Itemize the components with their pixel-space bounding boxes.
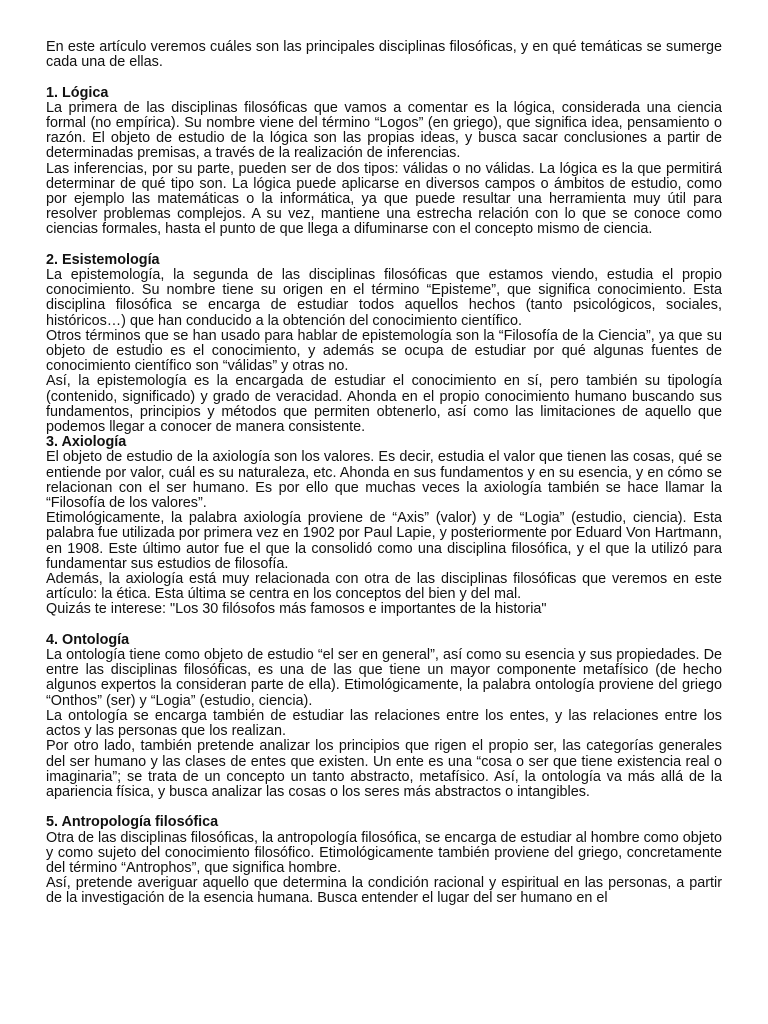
spacer — [46, 70, 722, 85]
paragraph: Etimológicamente, la palabra axiología proviene de “Axis” (valor) y de “Logia” (estudio, ciencia). Esta palabra fue utilizada por primera vez en 1902 por Paul Lapie, y posteriormente por Eduard Von Hartmann, en 1908. Este último autor fue el que la consolidó como una disciplina filosófica, y el que la utilizó para fundamentar sus estudios de filosofía. — [46, 510, 722, 572]
spacer — [46, 238, 722, 253]
paragraph: La epistemología, la segunda de las disciplinas filosóficas que estamos viendo, estudia el propio conocimiento. Su nombre tiene su origen en el término “Episteme”, que significa conocimiento. Esta disciplina filosófica se encarga de estudiar todos aquellos hechos (tanto psicológicos, sociales, históricos…) que han conducido a la obtención del conocimiento científico. — [46, 267, 722, 329]
spacer — [46, 800, 722, 815]
section-heading-axiologia: 3. Axiología — [46, 434, 127, 451]
intro-paragraph: En este artículo veremos cuáles son las principales disciplinas filosóficas, y en qué temáticas se sumerge cada una de ellas. — [46, 39, 722, 71]
paragraph: Por otro lado, también pretende analizar los principios que rigen el propio ser, las categorías generales del ser humano y las clases de entes que existen. Un ente es una “cosa o ser que tiene existencia real o imaginaria”; se trata de un concepto un tanto abstracto, metafísico. Así, la ontología va más allá de la apariencia física, y busca analizar las cosas o los seres más abstractos o intangibles. — [46, 738, 722, 800]
paragraph: Otros términos que se han usado para hablar de epistemología son la “Filosofía de la Ciencia”, ya que su objeto de estudio es el conocimiento, y además se ocupa de estudiar por qué algunas fuentes de conocimiento científico son “válidas” y otras no. — [46, 327, 722, 375]
paragraph: Las inferencias, por su parte, pueden ser de dos tipos: válidas o no válidas. La lógica es la que permitirá determinar de qué tipo son. La lógica puede aplicarse en diversos campos o ámbitos de estudio, como por ejemplo las matemáticas o la informática, ya que puede resultar una herramienta muy útil para resolver problemas complejos. A su vez, mantiene una estrecha relación con lo que se conoce como ciencias formales, hasta el punto de que llega a difuminarse con el concepto mismo de ciencia. — [46, 160, 722, 238]
section-heading-antropologia: 5. Antropología filosófica — [46, 814, 219, 831]
paragraph: La primera de las disciplinas filosóficas que vamos a comentar es la lógica, considerada una ciencia formal (no empírica). Su nombre viene del término “Logos” (en griego), que significa idea, pensamiento o razón. El objeto de estudio de la lógica son las propias ideas, y busca sacar conclusiones a partir de determinadas premisas, a través de la realización de inferencias. — [46, 99, 722, 162]
paragraph: Así, la epistemología es la encargada de estudiar el conocimiento en sí, pero también su tipología (contenido, significado) y grado de veracidad. Ahonda en el propio conocimiento humano buscando sus fundamentos, principios y métodos que permiten obtenerlo, así como las limitaciones de aquello que podemos llegar a conocer de manera consistente. — [46, 373, 722, 436]
paragraph: La ontología se encarga también de estudiar las relaciones entre los entes, y las relaciones entre los actos y las personas que los realizan. — [46, 707, 722, 740]
document-page — [46, 40, 722, 907]
spacer — [46, 618, 722, 633]
section-heading-logica: 1. Lógica — [46, 84, 109, 101]
paragraph: El objeto de estudio de la axiología son los valores. Es decir, estudia el valor que tienen las cosas, qué se entiende por valor, cuál es su naturaleza, etc. Ahonda en sus fundamentos y en su esencia, y en cómo se relacionan con el ser humano. Es por ello que muchas veces la axiología también se hace llamar la “Filosofía de los valores”. — [46, 449, 722, 512]
related-article-link: Quizás te interese: "Los 30 filósofos más famosos e importantes de la historia" — [46, 601, 547, 618]
section-heading-ontologia: 4. Ontología — [46, 631, 130, 648]
paragraph: Otra de las disciplinas filosóficas, la antropología filosófica, se encarga de estudiar al hombre como objeto y como sujeto del conocimiento filosófico. Etimológicamente también proviene del griego, concretamente del término “Antrophos”, que significa hombre. — [46, 829, 722, 876]
paragraph: Además, la axiología está muy relacionada con otra de las disciplinas filosóficas que veremos en este artículo: la ética. Esta última se centra en los conceptos del bien y del mal. — [46, 571, 722, 603]
section-heading-epistemologia: 2. Esistemología — [46, 251, 160, 268]
paragraph: La ontología tiene como objeto de estudio “el ser en general”, así como su esencia y sus propiedades. De entre las disciplinas filosóficas, es una de las que tiene un mayor componente metafísico (de hecho algunos expertos la consideran parte de ella). Etimológicamente, la palabra ontología proviene del griego “Onthos” (ser) y “Logia” (estudio, ciencia). — [46, 647, 722, 709]
paragraph: Así, pretende averiguar aquello que determina la condición racional y espiritual en las personas, a partir de la investigación de la esencia humana. Busca entender el lugar del ser humano en el — [46, 875, 722, 907]
